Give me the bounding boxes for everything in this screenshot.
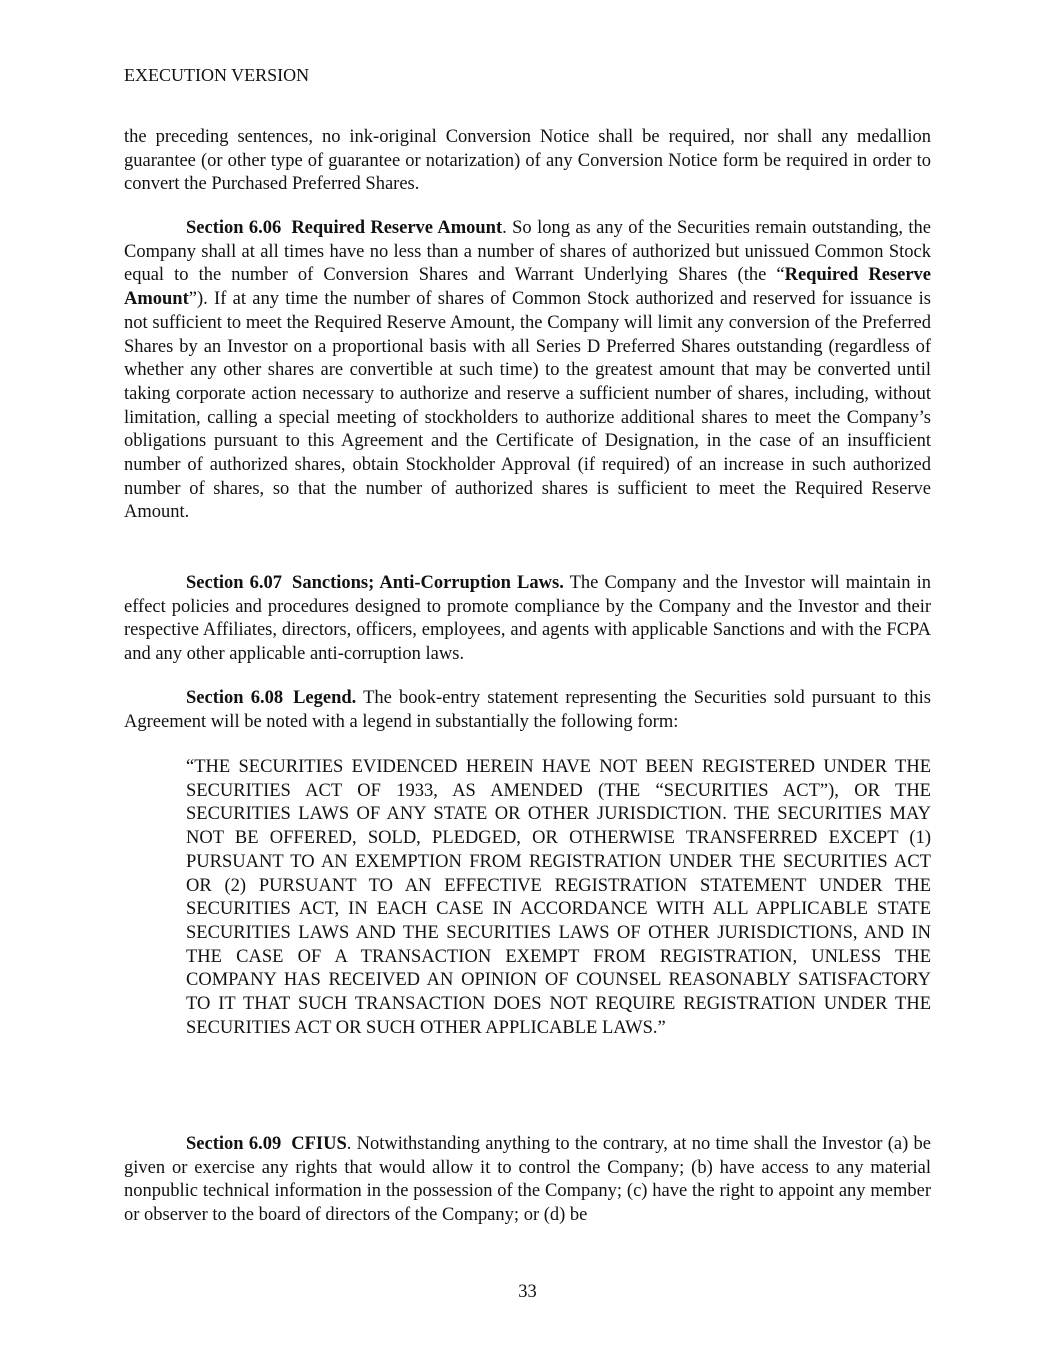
intro-paragraph: the preceding sentences, no ink-original Conversion Notice shall be required, nor shall any medallion guarantee (or other type of guarantee or notarization) of any Conversion Notice form be required in order to convert the Purchased Preferred Shares. — [124, 127, 931, 195]
section-6-06-paragraph — [124, 217, 931, 525]
section-number: Section 6.07 — [186, 573, 283, 593]
section-title: CFIUS — [291, 1134, 347, 1154]
section-title: Required Reserve Amount — [291, 218, 503, 238]
section-title-punct: . — [346, 1134, 352, 1154]
section-6-07-paragraph — [124, 572, 931, 667]
execution-version-header: EXECUTION VERSION — [124, 65, 310, 85]
section-number: Section 6.09 — [186, 1134, 282, 1154]
section-text: So long as any of the Securities remain outstanding, the Company shall at all times have no less than a number of shares of authorized but unissued Common Stock equal to the number of Conversion Shares and Warrant Underlying Shares (the “ — [124, 218, 931, 286]
section-number: Section 6.06 — [186, 218, 282, 238]
securities-legend-block: “THE SECURITIES EVIDENCED HEREIN HAVE NOT BEEN REGISTERED UNDER THE SECURITIES ACT OF 1933, AS AMENDED (THE “SECURITIES ACT”), OR THE SECURITIES LAWS OF ANY STATE OR OTHER JURISDICTION. THE SECURITIES MAY NOT BE OFFERED, SOLD, PLEDGED, OR OTHERWISE TRANSFERRED EXCEPT (1) PURSUANT TO AN EXEMPTION FROM REGISTRATION UNDER THE SECURITIES ACT OR (2) PURSUANT TO AN EFFECTIVE REGISTRATION STATEMENT UNDER THE SECURITIES ACT, IN EACH CASE IN ACCORDANCE WITH ALL APPLICABLE STATE SECURITIES LAWS AND THE SECURITIES LAWS OF OTHER JURISDICTIONS, AND IN THE CASE OF A TRANSACTION EXEMPT FROM REGISTRATION, UNLESS THE COMPANY HAS RECEIVED AN OPINION OF COUNSEL REASONABLY SATISFACTORY TO IT THAT SUCH TRANSACTION DOES NOT REQUIRE REGISTRATION UNDER THE SECURITIES ACT OR SUCH OTHER APPLICABLE LAWS.” — [186, 757, 931, 1038]
section-text: Notwithstanding anything to the contrary, at no time shall the Investor (a) be given or exercise any rights that would allow it to control the Company; (b) have access to any material nonpublic technical information in the possession of the Company; (c) have the right to appoint any member or observer to the board of directors of the Company; or (d) be — [124, 1134, 931, 1226]
section-title: Legend. — [293, 688, 357, 708]
section-title: Sanctions; Anti-Corruption Laws. — [292, 573, 564, 593]
section-text-continued: ”). If at any time the number of shares of Common Stock authorized and reserved for issuance is not sufficient to meet the Required Reserve Amount, the Company will limit any conversion of the Preferred Shares by an Investor on a proportional basis with all Series D Preferred Shares outstanding (regardless of whether any other shares are convertible at such time) to the greatest amount that may be converted until taking corporate action necessary to authorize and reserve a sufficient number of shares, including, without limitation, calling a special meeting of stockholders to authorize additional shares to meet the Company’s obligations pursuant to this Agreement and the Certificate of Designation, in the case of an insufficient number of authorized shares, obtain Stockholder Approval (if required) of an increase in such authorized number of shares, so that the number of authorized shares is sufficient to meet the Required Reserve Amount. — [124, 289, 931, 523]
section-6-08-paragraph — [124, 687, 931, 734]
section-text: The book-entry statement representing the Securities sold pursuant to this Agreement will be noted with a legend in substantially the following form: — [124, 688, 931, 732]
section-title-punct: . — [502, 218, 507, 238]
section-6-09-paragraph — [124, 1133, 931, 1228]
section-text: The Company and the Investor will maintain in effect policies and procedures designed to promote compliance by the Company and the Investor and their respective Affiliates, directors, officers, employees, and agents with applicable Sanctions and with the FCPA and any other applicable anti-corruption laws. — [124, 573, 931, 665]
section-number: Section 6.08 — [186, 688, 284, 708]
defined-term: Required Reserve Amount — [124, 265, 931, 310]
page-number: 33 — [518, 1282, 537, 1302]
